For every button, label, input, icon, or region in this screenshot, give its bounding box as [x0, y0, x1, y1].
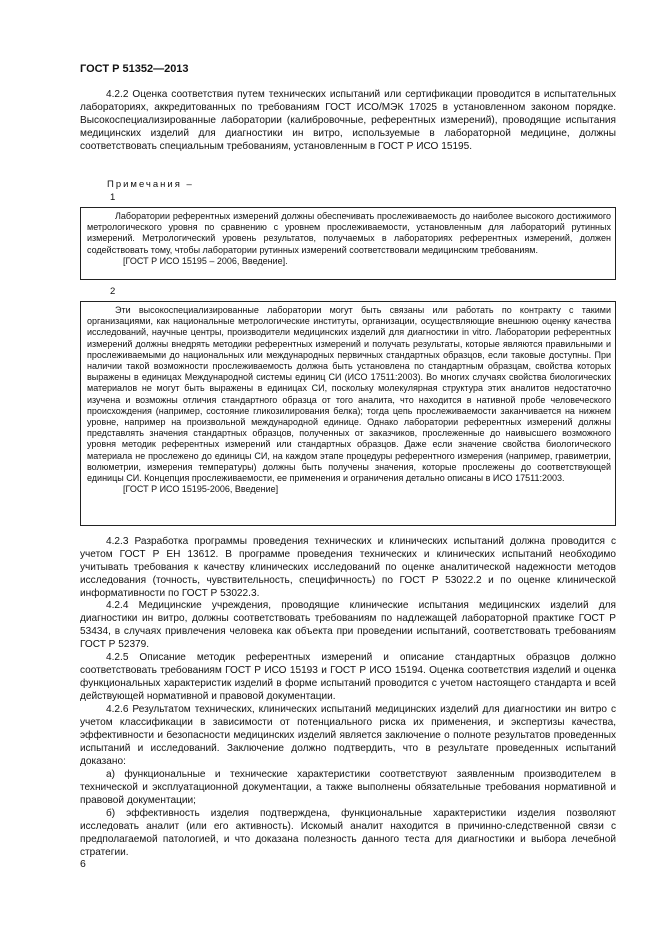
note-2-number: 2	[110, 286, 116, 297]
clause-4-2-6-text: 4.2.6 Результатом технических, клинических испытаний медицинских изделий для диагностики ин витро с учетом классификации в зависимости от потенциального риска их применения, и экспертизы качества, эффективности и безопасности медицинских изделий является заключение о полноте результатов проведенных испытаний и исследований. Заключение должно подтвердить, что в результате проведенных испытаний доказано:	[80, 704, 616, 767]
note-1-number: 1	[110, 192, 116, 203]
clause-4-2-3-text: 4.2.3 Разработка программы проведения технических и клинических испытаний должна проводится с учетом ГОСТ Р ЕН 13612. В программе проведения технических и клинических испытаний необходимо учитывать требования к качеству клинических исследований по оценке аналитической надежности методов исследования (точность, чувствительность, специфичность) по ГОСТ Р 53022.2 и по оценке клинической информативности по ГОСТ Р 53022.3.	[80, 536, 616, 599]
note-2-box	[80, 301, 616, 526]
clause-4-2-4-text: 4.2.4 Медицинские учреждения, проводящие клинические испытания медицинских изделий для диагностики ин витро, должны соответствовать требованиям по надлежащей лабораторной практике ГОСТ Р 53434, в случаях привлечения человека как объекта при проведении испытаний, соответствовать требованиям ГОСТ Р 52379.	[80, 600, 616, 650]
note-2-reference: [ГОСТ Р ИСО 15195-2006, Введение]	[123, 484, 279, 495]
clause-4-2-6-item-a: а) функциональные и технические характеристики соответствуют заявленным производителем в технической и эксплуатационной документации, а также выполнены обязательные требования нормативной и правовой документации;	[80, 769, 616, 806]
document-header: ГОСТ Р 51352—2013	[80, 63, 189, 75]
note-2-text: Эти высокоспециализированные лаборатории могут быть связаны или работать по контракту с такими организациями, как национальные метрологические институты, организации, осуществляющие внешнюю оценку качества исследований, научные центры, производители медицинских изделий для диагностики in vitro. Лаборатории референтных измерений должны внедрять методики референтных измерений и получать результаты, которые являются правильными и прослеживаемыми до национальных или международных первичных стандартных образцов, если таковые доступны. При наличии такой возможности прослеживаемость должна быть установлена по стандартным образцам, свойства которых выражены в единицах Международной системы единиц СИ (ИСО 17511:2003). Во многих случаях свойства биологических материалов не могут быть выражены в единицах СИ, поскольку молекулярная структура этих аналитов недостаточно изучена и возможны отличия стандартного образца от того аналита, что находится в нативной пробе человеческого происхождения (например, состояние гликозилирования белка); тогда цепь прослеживаемости заканчивается на нижнем уровне, например на произвольной международной единице. Однако лаборатории референтных измерений должны представлять значения стандартных образцов, полученных от заказчиков, прослеженные до наивысшего возможного уровня методик референтных измерений или стандартных образцов. Даже если значение свойства биологического материала не прослежено до единицы СИ, на каждом этапе процедуры референтного измерения (например, гравиметрии, волюметрии, измерения температуры) должны быть получены значения, которые прослежены до соответствующей единицы СИ. Концепция прослеживаемости, ее применения и ограничения детально описаны в ИСО 17511:2003.	[87, 305, 611, 484]
clause-4-2-2-text: 4.2.2 Оценка соответствия путем технических испытаний или сертификации проводится в испытательных лабораториях, аккредитованных по требованиям ГОСТ ИСО/МЭК 17025 в установленном законом порядке. Высокоспециализированные лаборатории (калибровочные, референтных измерений), проводящие испытания медицинских изделий для диагностики ин витро, используемые в лабораторной медицине, должны соответствовать специальным требованиям, установленным в ГОСТ Р ИСО 15195.	[80, 89, 616, 152]
clause-4-2-6	[80, 703, 616, 859]
notes-heading: Примечания –	[107, 179, 194, 190]
clause-4-2-2	[80, 88, 616, 153]
note-1-box	[80, 207, 616, 280]
clause-4-2-4	[80, 599, 616, 651]
clause-4-2-5	[80, 651, 616, 703]
page-number: 6	[80, 858, 86, 870]
clause-4-2-3	[80, 535, 616, 600]
note-1-reference: [ГОСТ Р ИСО 15195 – 2006, Введение].	[123, 255, 288, 266]
clause-4-2-6-item-b: б) эффективность изделия подтверждена, функциональные характеристики изделия позволяют исследовать аналит (или его активность). Искомый аналит находится в причинно-следственной связи с предполагаемой патологией, и что доказана полезность данного теста для диагностики и выбора лечебной стратегии.	[80, 808, 616, 858]
note-1-text: Лаборатории референтных измерений должны обеспечивать прослеживаемость до наиболее высокого достижимого метрологического уровня по сравнению с уровнем прослеживаемости, установленным для лабораторий рутинных измерений. Метрологический уровень результатов, получаемых в лабораториях референтных измерений, должен содействовать тому, чтобы лаборатории рутинных измерений соответствовали медицинским требованиям.	[87, 211, 611, 255]
clause-4-2-5-text: 4.2.5 Описание методик референтных измерений и описание стандартных образцов должно соответствовать требованиям ГОСТ Р ИСО 15193 и ГОСТ Р ИСО 15194. Оценка соответствия изделий и оценка функциональных характеристик изделий в форме испытаний проводится с учетом настоящего стандарта и всей действующей нормативной и правовой документации.	[80, 652, 616, 702]
